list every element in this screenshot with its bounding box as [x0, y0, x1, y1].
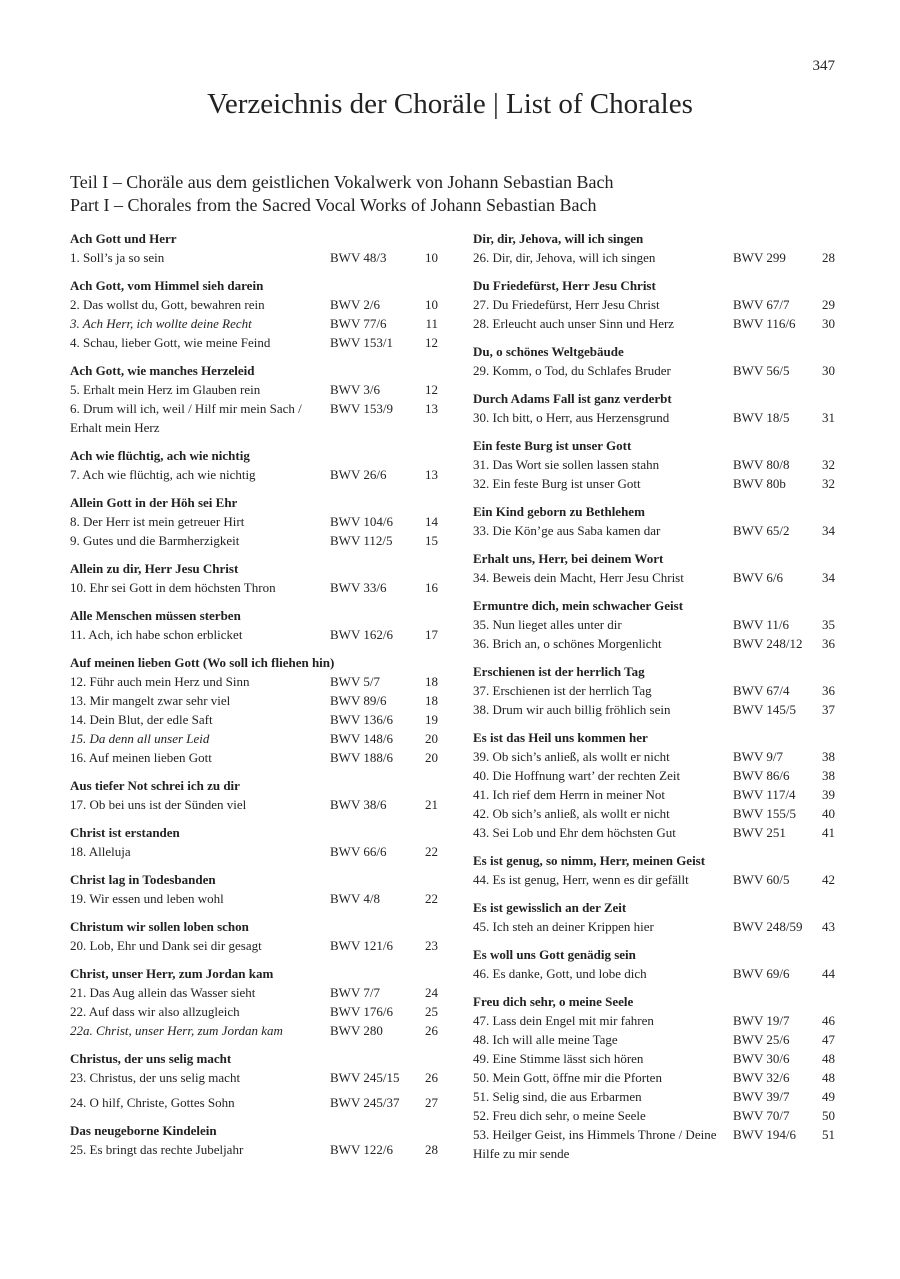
chorale-group	[70, 558, 440, 597]
page-ref: 13	[425, 401, 438, 416]
chorale-entry	[473, 785, 843, 804]
chorale-group	[473, 341, 843, 380]
page-ref: 26	[425, 1070, 438, 1085]
chorale-group	[473, 435, 843, 493]
page-ref: 16	[425, 580, 438, 595]
bwv-number: BWV 67/7	[733, 297, 790, 312]
page-ref: 14	[425, 514, 438, 529]
chorale-title: 1. Soll’s ja so sein	[70, 250, 165, 265]
left-column	[70, 228, 440, 1167]
chorale-title: 3. Ach Herr, ich wollte deine Recht	[70, 316, 252, 331]
chorale-group-title: Ach Gott, wie manches Herzeleid	[70, 363, 255, 378]
chorale-title: 36. Brich an, o schönes Morgenlicht	[473, 636, 662, 651]
chorale-group	[70, 1120, 440, 1159]
chorale-group	[473, 991, 843, 1163]
page-ref: 20	[425, 750, 438, 765]
chorale-entry	[473, 747, 843, 766]
bwv-number: BWV 66/6	[330, 844, 387, 859]
page-ref: 18	[425, 693, 438, 708]
chorale-entry	[70, 1068, 440, 1087]
chorale-group-title: Aus tiefer Not schrei ich zu dir	[70, 778, 240, 793]
bwv-number: BWV 60/5	[733, 872, 790, 887]
chorale-title: 52. Freu dich sehr, o meine Seele	[473, 1108, 646, 1123]
chorale-title: 25. Es bringt das rechte Jubeljahr	[70, 1142, 244, 1157]
bwv-number: BWV 245/37	[330, 1095, 400, 1110]
bwv-number: BWV 19/7	[733, 1013, 790, 1028]
bwv-number: BWV 48/3	[330, 250, 387, 265]
chorale-title: 6. Drum will ich, weil / Hilf mir mein Sach / Erhalt mein Herz	[70, 401, 302, 435]
chorale-group	[70, 275, 440, 352]
chorale-group-title: Christ, unser Herr, zum Jordan kam	[70, 966, 274, 981]
bwv-number: BWV 32/6	[733, 1070, 790, 1085]
chorale-group-title: Erschienen ist der herrlich Tag	[473, 664, 645, 679]
page-ref: 30	[822, 363, 835, 378]
chorale-entry	[473, 248, 843, 267]
chorale-group	[473, 850, 843, 889]
chorale-entry	[473, 1106, 843, 1125]
chorale-group-title: Christ ist erstanden	[70, 825, 180, 840]
page-ref: 10	[425, 250, 438, 265]
chorale-entry	[70, 248, 440, 267]
page-title: Verzeichnis der Choräle | List of Chorales	[207, 88, 693, 120]
bwv-number: BWV 299	[733, 250, 786, 265]
chorale-group	[473, 595, 843, 653]
chorale-entry	[473, 917, 843, 936]
bwv-number: BWV 67/4	[733, 683, 790, 698]
chorale-group	[70, 775, 440, 814]
chorale-group-title: Erhalt uns, Herr, bei deinem Wort	[473, 551, 664, 566]
chorale-entry	[70, 465, 440, 484]
chorale-entry	[70, 691, 440, 710]
chorale-group	[70, 1048, 440, 1112]
page-ref: 13	[425, 467, 438, 482]
chorale-entry	[473, 1087, 843, 1106]
chorale-title: 45. Ich steh an deiner Krippen hier	[473, 919, 654, 934]
page-ref: 38	[822, 749, 835, 764]
page-ref: 48	[822, 1070, 835, 1085]
bwv-number: BWV 11/6	[733, 617, 789, 632]
chorale-entry	[473, 521, 843, 540]
chorale-entry	[473, 1125, 843, 1163]
chorale-entry	[70, 795, 440, 814]
chorale-group-title: Allein Gott in der Höh sei Ehr	[70, 495, 238, 510]
chorale-entry	[70, 578, 440, 597]
bwv-number: BWV 7/7	[330, 985, 380, 1000]
chorale-group-title: Freu dich sehr, o meine Seele	[473, 994, 634, 1009]
bwv-number: BWV 6/6	[733, 570, 783, 585]
page-ref: 29	[822, 297, 835, 312]
chorale-entry	[473, 870, 843, 889]
bwv-number: BWV 4/8	[330, 891, 380, 906]
page-ref: 34	[822, 570, 835, 585]
chorale-entry	[70, 983, 440, 1002]
bwv-number: BWV 153/1	[330, 335, 393, 350]
chorale-group	[70, 492, 440, 550]
chorale-entry	[70, 380, 440, 399]
chorale-entry	[473, 455, 843, 474]
chorale-title: 28. Erleucht auch unser Sinn und Herz	[473, 316, 675, 331]
bwv-number: BWV 248/59	[733, 919, 803, 934]
bwv-number: BWV 148/6	[330, 731, 393, 746]
page-ref: 11	[425, 316, 438, 331]
bwv-number: BWV 122/6	[330, 1142, 393, 1157]
chorale-entry	[70, 889, 440, 908]
chorale-title: 35. Nun lieget alles unter dir	[473, 617, 622, 632]
chorale-entry	[70, 1093, 440, 1112]
page-ref: 28	[425, 1142, 438, 1157]
bwv-number: BWV 39/7	[733, 1089, 790, 1104]
chorale-title: 9. Gutes und die Barmherzigkeit	[70, 533, 240, 548]
chorale-entry	[70, 399, 440, 437]
page-ref: 35	[822, 617, 835, 632]
chorale-group	[473, 388, 843, 427]
chorale-group-title: Es ist genug, so nimm, Herr, meinen Geist	[473, 853, 706, 868]
chorale-group	[70, 963, 440, 1040]
chorale-entry	[70, 333, 440, 352]
chorale-entry	[473, 1011, 843, 1030]
bwv-number: BWV 65/2	[733, 523, 790, 538]
chorale-entry	[70, 729, 440, 748]
bwv-number: BWV 80b	[733, 476, 786, 491]
bwv-number: BWV 86/6	[733, 768, 790, 783]
chorale-title: 47. Lass dein Engel mit mir fahren	[473, 1013, 654, 1028]
chorale-title: 5. Erhalt mein Herz im Glauben rein	[70, 382, 261, 397]
chorale-title: 33. Die Kön’ge aus Saba kamen dar	[473, 523, 661, 538]
chorale-entry	[473, 568, 843, 587]
chorale-title: 2. Das wollst du, Gott, bewahren rein	[70, 297, 265, 312]
bwv-number: BWV 18/5	[733, 410, 790, 425]
chorale-title: 16. Auf meinen lieben Gott	[70, 750, 212, 765]
page-ref: 37	[822, 702, 835, 717]
chorale-group-title: Ach wie flüchtig, ach wie nichtig	[70, 448, 250, 463]
page-ref: 23	[425, 938, 438, 953]
chorale-title: 24. O hilf, Christe, Gottes Sohn	[70, 1095, 235, 1110]
page-ref: 24	[425, 985, 438, 1000]
chorale-group-title: Allein zu dir, Herr Jesu Christ	[70, 561, 239, 576]
bwv-number: BWV 188/6	[330, 750, 393, 765]
page-ref: 42	[822, 872, 835, 887]
page-ref: 38	[822, 768, 835, 783]
chorale-entry	[473, 700, 843, 719]
bwv-number: BWV 77/6	[330, 316, 387, 331]
bwv-number: BWV 251	[733, 825, 786, 840]
chorale-title: 21. Das Aug allein das Wasser sieht	[70, 985, 256, 1000]
page-ref: 50	[822, 1108, 835, 1123]
bwv-number: BWV 145/5	[733, 702, 796, 717]
chorale-group-title: Ein feste Burg ist unser Gott	[473, 438, 632, 453]
page-ref: 19	[425, 712, 438, 727]
page-number: 347	[812, 58, 835, 74]
bwv-number: BWV 112/5	[330, 533, 393, 548]
chorale-group-title: Du, o schönes Weltgebäude	[473, 344, 624, 359]
page-ref: 48	[822, 1051, 835, 1066]
page-ref: 26	[425, 1023, 438, 1038]
chorale-group-title: Es ist gewisslich an der Zeit	[473, 900, 627, 915]
page-ref: 44	[822, 966, 835, 981]
bwv-number: BWV 104/6	[330, 514, 393, 529]
chorale-group-title: Ach Gott und Herr	[70, 231, 177, 246]
page-ref: 10	[425, 297, 438, 312]
chorale-group-title: Auf meinen lieben Gott (Wo soll ich fliehen hin)	[70, 655, 335, 670]
chorale-title: 46. Es danke, Gott, und lobe dich	[473, 966, 647, 981]
bwv-number: BWV 245/15	[330, 1070, 400, 1085]
chorale-title: 39. Ob sich’s anließ, als wollt er nicht	[473, 749, 670, 764]
chorale-entry	[70, 1021, 440, 1040]
bwv-number: BWV 162/6	[330, 627, 393, 642]
page-ref: 30	[822, 316, 835, 331]
chorale-group-title: Alle Menschen müssen sterben	[70, 608, 241, 623]
bwv-number: BWV 89/6	[330, 693, 387, 708]
chorale-title: 30. Ich bitt, o Herr, aus Herzensgrund	[473, 410, 670, 425]
chorale-group	[70, 916, 440, 955]
chorale-title: 15. Da denn all unser Leid	[70, 731, 210, 746]
chorale-title: 23. Christus, der uns selig macht	[70, 1070, 241, 1085]
chorale-title: 17. Ob bei uns ist der Sünden viel	[70, 797, 247, 812]
page-ref: 31	[822, 410, 835, 425]
chorale-group	[70, 228, 440, 267]
chorale-entry	[70, 295, 440, 314]
chorale-title: 37. Erschienen ist der herrlich Tag	[473, 683, 652, 698]
bwv-number: BWV 117/4	[733, 787, 796, 802]
chorale-group-title: Ach Gott, vom Himmel sieh darein	[70, 278, 264, 293]
chorale-title: 32. Ein feste Burg ist unser Gott	[473, 476, 641, 491]
bwv-number: BWV 2/6	[330, 297, 380, 312]
chorale-entry	[70, 512, 440, 531]
chorale-title: 40. Die Hoffnung wart’ der rechten Zeit	[473, 768, 681, 783]
page-ref: 21	[425, 797, 438, 812]
bwv-number: BWV 155/5	[733, 806, 796, 821]
chorale-group-title: Du Friedefürst, Herr Jesu Christ	[473, 278, 656, 293]
chorale-title: 29. Komm, o Tod, du Schlafes Bruder	[473, 363, 671, 378]
chorale-entry	[70, 748, 440, 767]
chorale-title: 11. Ach, ich habe schon erblicket	[70, 627, 243, 642]
chorale-entry	[70, 710, 440, 729]
chorale-group-title: Ein Kind geborn zu Bethlehem	[473, 504, 645, 519]
chorale-entry	[473, 615, 843, 634]
bwv-number: BWV 26/6	[330, 467, 387, 482]
chorale-group-title: Ermuntre dich, mein schwacher Geist	[473, 598, 684, 613]
chorale-title: 22. Auf dass wir also allzugleich	[70, 1004, 240, 1019]
page-ref: 49	[822, 1089, 835, 1104]
chorale-group	[70, 869, 440, 908]
chorale-group	[70, 445, 440, 484]
chorale-group	[473, 944, 843, 983]
chorale-title: 10. Ehr sei Gott in dem höchsten Thron	[70, 580, 276, 595]
chorale-entry	[473, 408, 843, 427]
bwv-number: BWV 121/6	[330, 938, 393, 953]
chorale-title: 38. Drum wir auch billig fröhlich sein	[473, 702, 671, 717]
bwv-number: BWV 153/9	[330, 401, 393, 416]
chorale-title: 27. Du Friedefürst, Herr Jesu Christ	[473, 297, 660, 312]
part-heading-english: Part I – Chorales from the Sacred Vocal Works of Johann Sebastian Bach	[70, 195, 597, 215]
chorale-title: 7. Ach wie flüchtig, ach wie nichtig	[70, 467, 256, 482]
page-ref: 28	[822, 250, 835, 265]
page-ref: 46	[822, 1013, 835, 1028]
chorale-group	[473, 897, 843, 936]
chorale-entry	[70, 936, 440, 955]
page-ref: 17	[425, 627, 438, 642]
page-ref: 43	[822, 919, 835, 934]
page-ref: 12	[425, 382, 438, 397]
chorale-title: 51. Selig sind, die aus Erbarmen	[473, 1089, 642, 1104]
bwv-number: BWV 194/6	[733, 1127, 796, 1142]
chorale-entry	[473, 823, 843, 842]
chorale-title: 53. Heilger Geist, ins Himmels Throne / Deine Hilfe zu mir sende	[473, 1127, 717, 1161]
bwv-number: BWV 25/6	[733, 1032, 790, 1047]
page-ref: 27	[425, 1095, 438, 1110]
page-ref: 51	[822, 1127, 835, 1142]
chorale-group	[70, 822, 440, 861]
page-ref: 32	[822, 476, 835, 491]
chorale-entry	[473, 964, 843, 983]
bwv-number: BWV 5/7	[330, 674, 380, 689]
chorale-group	[70, 652, 440, 767]
chorale-group-title: Christum wir sollen loben schon	[70, 919, 249, 934]
chorale-title: 12. Führ auch mein Herz und Sinn	[70, 674, 250, 689]
page-ref: 40	[822, 806, 835, 821]
chorale-entry	[70, 1140, 440, 1159]
chorale-entry	[473, 295, 843, 314]
chorale-entry	[473, 766, 843, 785]
chorale-group	[473, 501, 843, 540]
chorale-entry	[473, 1030, 843, 1049]
chorale-group	[473, 548, 843, 587]
chorale-group	[473, 727, 843, 842]
page-ref: 22	[425, 891, 438, 906]
page-ref: 20	[425, 731, 438, 746]
chorale-entry	[473, 361, 843, 380]
chorale-title: 18. Alleluja	[70, 844, 131, 859]
chorale-title: 4. Schau, lieber Gott, wie meine Feind	[70, 335, 271, 350]
chorale-title: 8. Der Herr ist mein getreuer Hirt	[70, 514, 245, 529]
bwv-number: BWV 3/6	[330, 382, 380, 397]
chorale-group-title: Christ lag in Todesbanden	[70, 872, 216, 887]
chorale-group-title: Es ist das Heil uns kommen her	[473, 730, 648, 745]
page-ref: 36	[822, 636, 835, 651]
chorale-title: 43. Sei Lob und Ehr dem höchsten Gut	[473, 825, 676, 840]
chorale-title: 42. Ob sich’s anließ, als wollt er nicht	[473, 806, 670, 821]
page-ref: 47	[822, 1032, 835, 1047]
chorale-entry	[70, 672, 440, 691]
bwv-number: BWV 248/12	[733, 636, 803, 651]
page-ref: 34	[822, 523, 835, 538]
chorale-group-title: Christus, der uns selig macht	[70, 1051, 232, 1066]
chorale-title: 14. Dein Blut, der edle Saft	[70, 712, 213, 727]
chorale-title: 22a. Christ, unser Herr, zum Jordan kam	[70, 1023, 283, 1038]
chorale-entry	[473, 634, 843, 653]
page-ref: 25	[425, 1004, 438, 1019]
chorale-group	[70, 605, 440, 644]
bwv-number: BWV 33/6	[330, 580, 387, 595]
page-ref: 15	[425, 533, 438, 548]
bwv-number: BWV 136/6	[330, 712, 393, 727]
chorale-entry	[70, 1002, 440, 1021]
chorale-group-title: Es woll uns Gott genädig sein	[473, 947, 636, 962]
bwv-number: BWV 70/7	[733, 1108, 790, 1123]
right-column	[473, 228, 843, 1171]
chorale-title: 50. Mein Gott, öffne mir die Pforten	[473, 1070, 662, 1085]
bwv-number: BWV 116/6	[733, 316, 796, 331]
bwv-number: BWV 38/6	[330, 797, 387, 812]
bwv-number: BWV 69/6	[733, 966, 790, 981]
page-ref: 18	[425, 674, 438, 689]
chorale-title: 34. Beweis dein Macht, Herr Jesu Christ	[473, 570, 684, 585]
chorale-entry	[70, 625, 440, 644]
chorale-title: 20. Lob, Ehr und Dank sei dir gesagt	[70, 938, 262, 953]
chorale-group	[473, 228, 843, 267]
chorale-entry	[473, 474, 843, 493]
chorale-group	[70, 360, 440, 437]
chorale-title: 31. Das Wort sie sollen lassen stahn	[473, 457, 660, 472]
chorale-entry	[70, 531, 440, 550]
chorale-title: 19. Wir essen und leben wohl	[70, 891, 224, 906]
chorale-entry	[473, 314, 843, 333]
chorale-entry	[473, 1049, 843, 1068]
page-ref: 39	[822, 787, 835, 802]
chorale-group	[473, 275, 843, 333]
chorale-group-title: Dir, dir, Jehova, will ich singen	[473, 231, 644, 246]
page-ref: 22	[425, 844, 438, 859]
chorale-entry	[70, 314, 440, 333]
bwv-number: BWV 176/6	[330, 1004, 393, 1019]
page-ref: 36	[822, 683, 835, 698]
bwv-number: BWV 30/6	[733, 1051, 790, 1066]
chorale-title: 13. Mir mangelt zwar sehr viel	[70, 693, 231, 708]
bwv-number: BWV 80/8	[733, 457, 790, 472]
page-ref: 32	[822, 457, 835, 472]
chorale-title: 41. Ich rief dem Herrn in meiner Not	[473, 787, 666, 802]
part-heading-german: Teil I – Choräle aus dem geistlichen Vokalwerk von Johann Sebastian Bach	[70, 172, 614, 192]
chorale-title: 44. Es ist genug, Herr, wenn es dir gefällt	[473, 872, 689, 887]
chorale-title: 49. Eine Stimme lässt sich hören	[473, 1051, 644, 1066]
chorale-group-title: Durch Adams Fall ist ganz verderbt	[473, 391, 672, 406]
page-ref: 12	[425, 335, 438, 350]
chorale-entry	[473, 804, 843, 823]
chorale-title: 48. Ich will alle meine Tage	[473, 1032, 618, 1047]
bwv-number: BWV 280	[330, 1023, 383, 1038]
page-ref: 41	[822, 825, 835, 840]
bwv-number: BWV 9/7	[733, 749, 783, 764]
chorale-entry	[70, 842, 440, 861]
chorale-group	[473, 661, 843, 719]
bwv-number: BWV 56/5	[733, 363, 790, 378]
chorale-entry	[473, 681, 843, 700]
chorale-group-title: Das neugeborne Kindelein	[70, 1123, 217, 1138]
chorale-entry	[473, 1068, 843, 1087]
chorale-title: 26. Dir, dir, Jehova, will ich singen	[473, 250, 656, 265]
